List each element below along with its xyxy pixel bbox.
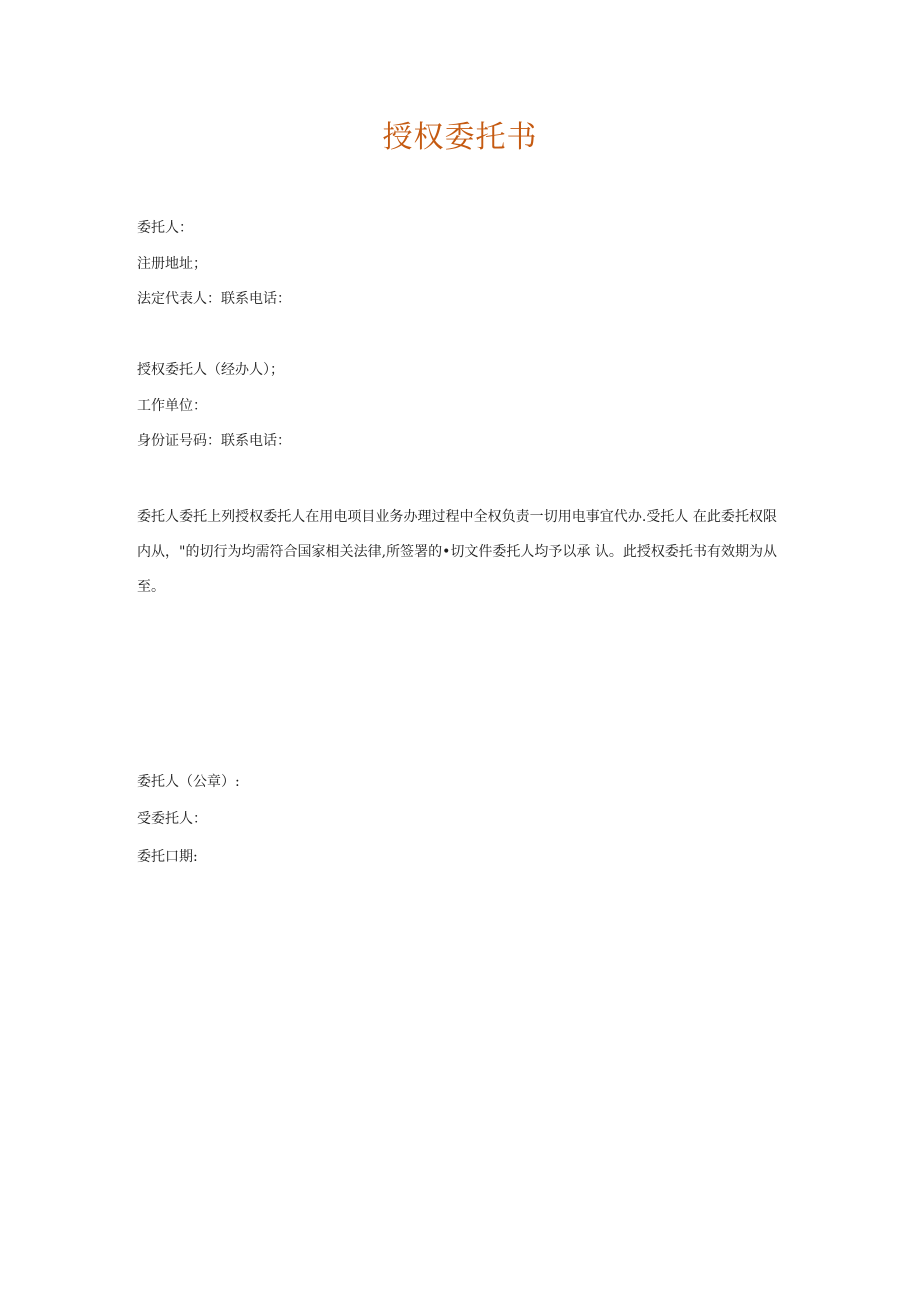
work-unit-line: 工作单位： [137, 398, 207, 414]
authorization-paragraph: 委托人委托上列授权委托人在用电项目业务办理过程中全权负责一切用电事宜代办.受托人 在此委托权限内从，"的切行为均需符合国家相关法律,所签署的•切文件委托人均予以承 认。此授权委托书有效期为从至。 [137, 509, 777, 595]
id-number-phone-line: 身份证号码：联系电话： [137, 433, 291, 449]
document-title: 授权委托书 [382, 120, 538, 155]
trustee-line: 受委托人： [137, 811, 207, 827]
principal-line: 委托人： [137, 220, 193, 236]
principal-seal-line: 委托人（公章）: [137, 774, 240, 790]
legal-representative-phone-line: 法定代表人：联系电话： [137, 291, 291, 307]
registered-address-line: 注册地址； [137, 256, 207, 272]
date-line: 委托口期: [137, 849, 198, 865]
agent-line: 授权委托人（经办人）； [137, 362, 284, 378]
